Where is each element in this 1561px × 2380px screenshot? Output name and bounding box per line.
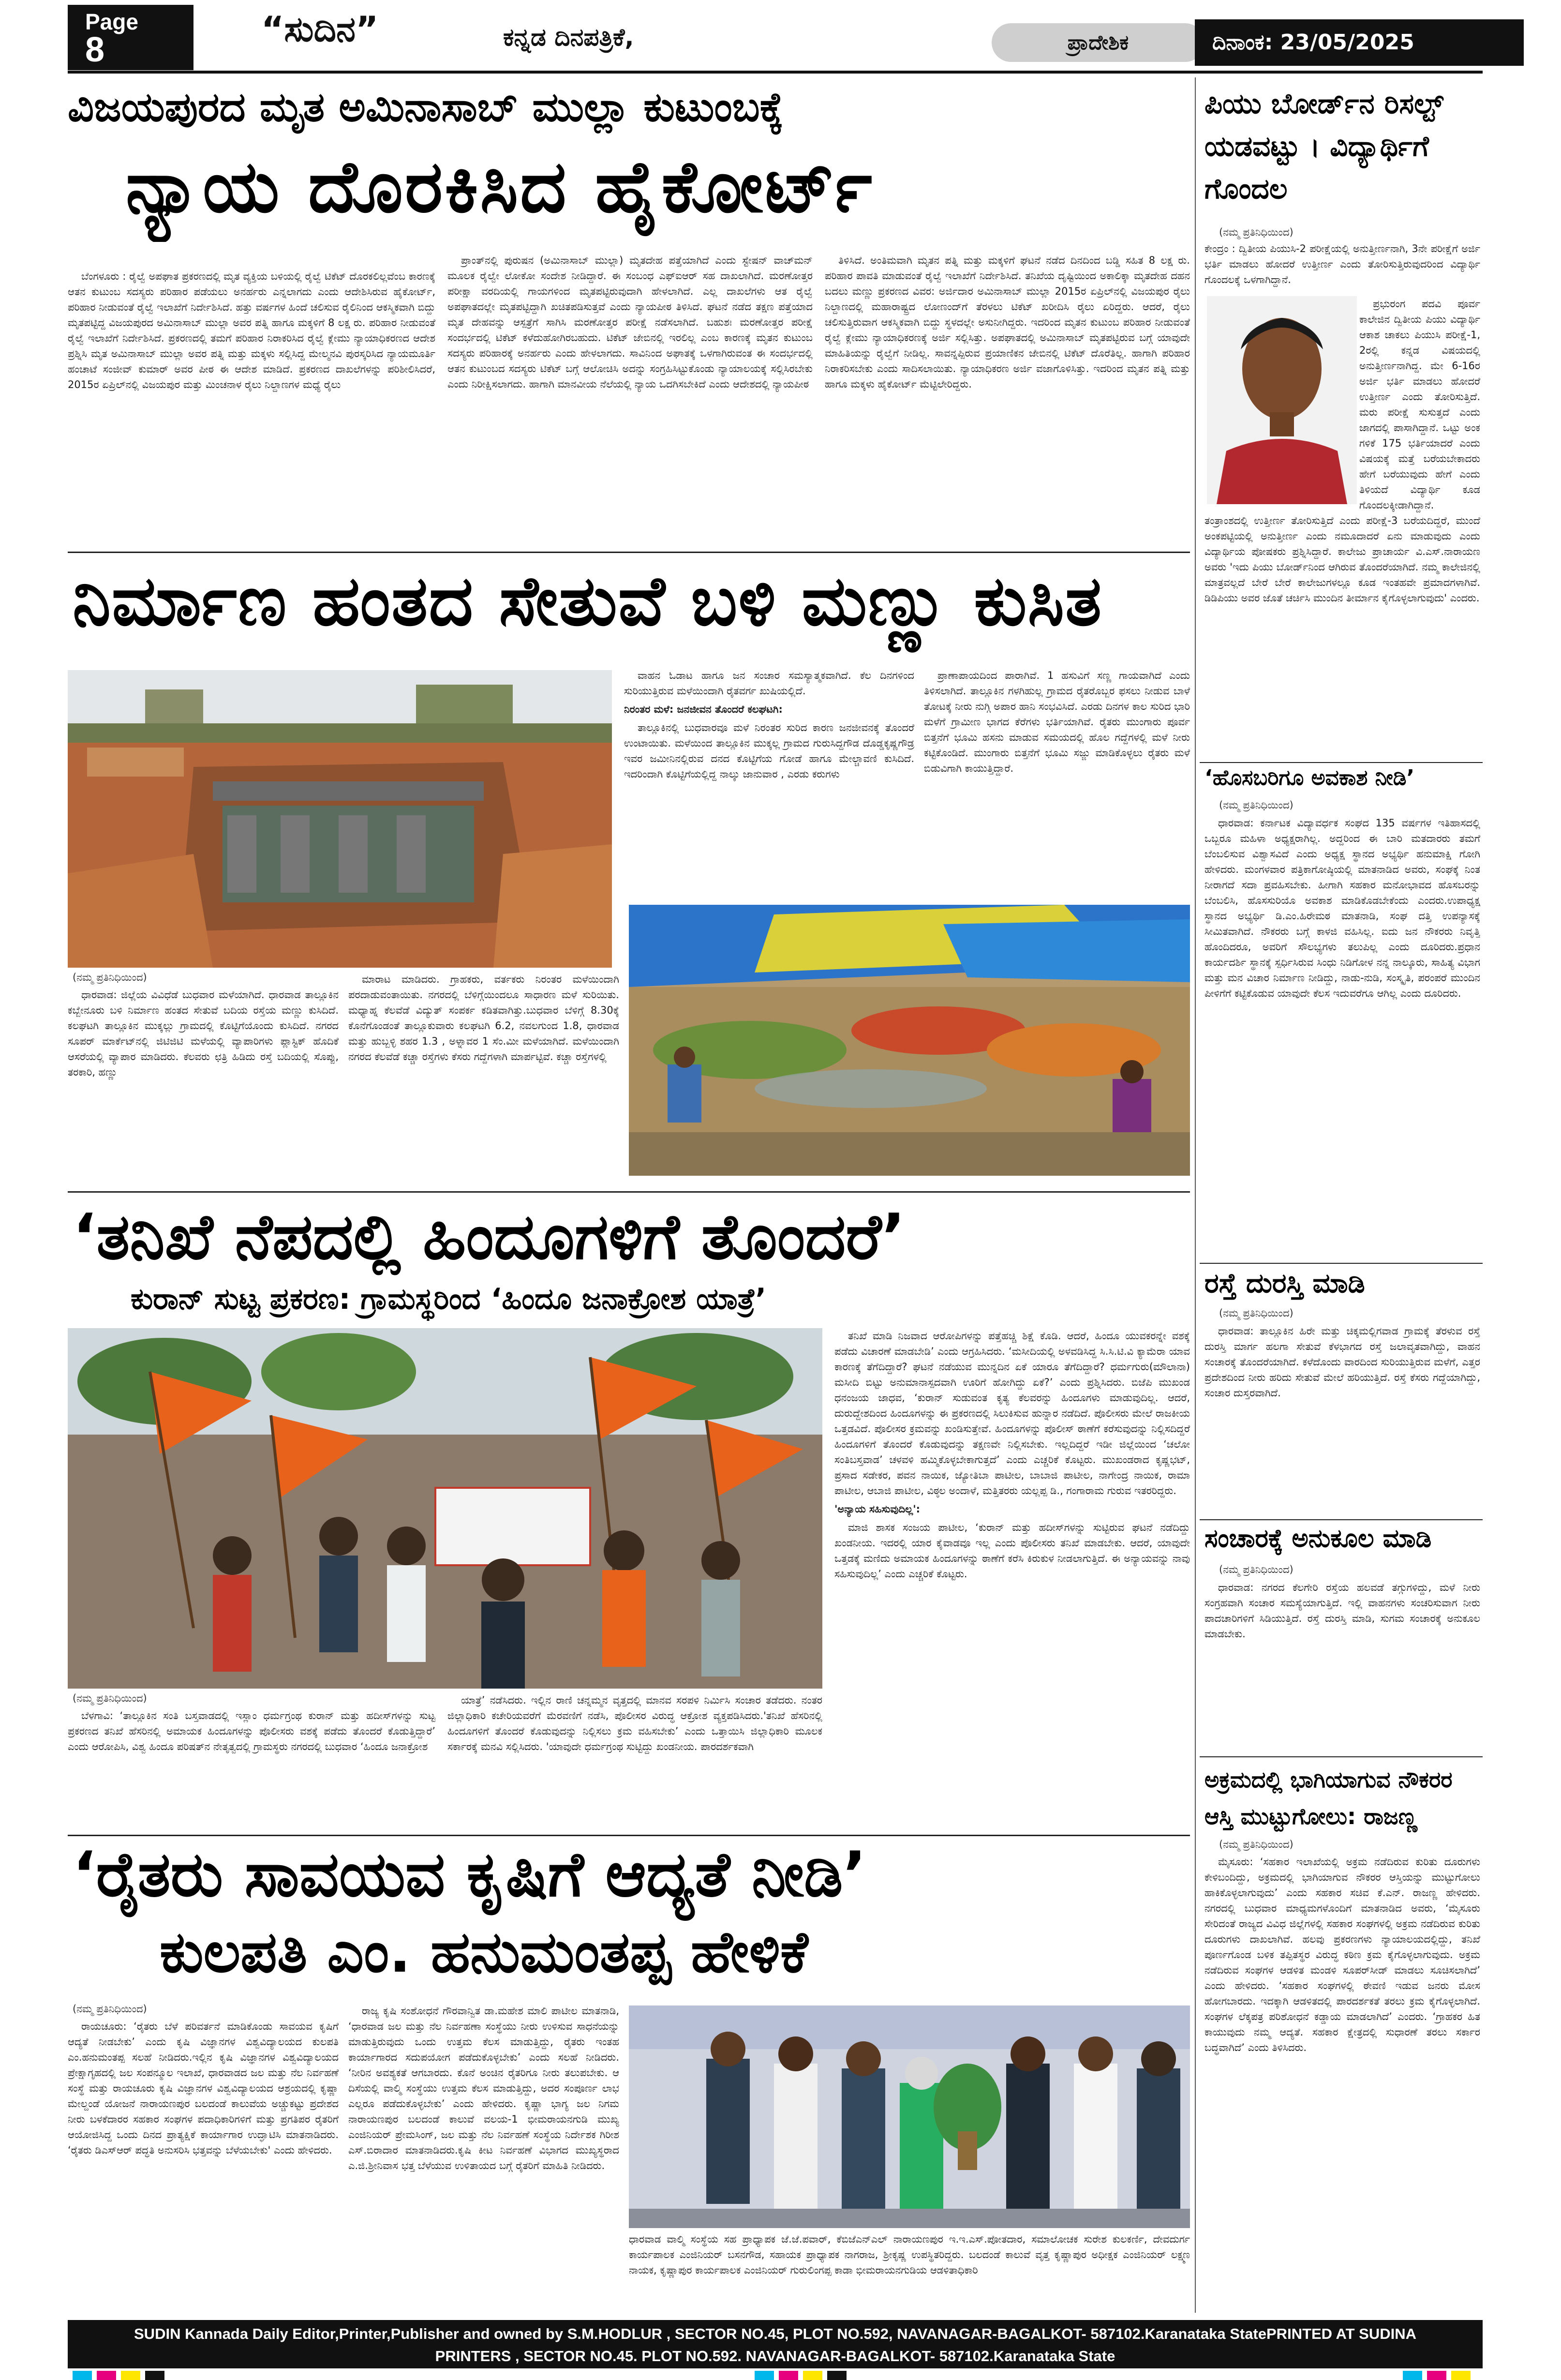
registration-mark [779, 2371, 798, 2380]
imprint-line-1: SUDIN Kannada Daily Editor,Printer,Publisher and owned by S.M.HODLUR , SECTOR NO.45, PLOT NO.592, NAVANAGAR-BAGALKOT- 587102.Karanataka StatePRINTED AT SUDINA [134, 2325, 1416, 2342]
registration-mark [827, 2371, 847, 2380]
story2-column-1 [68, 987, 339, 1190]
story1-column-3 [825, 253, 1190, 542]
sidebar-story4-body [1204, 1580, 1480, 1749]
story1-headline: ನ್ಯಾಯ ದೊರಕಿಸಿದ ಹೈಕೋರ್ಟ್ [126, 145, 874, 228]
sidebar-story3-body-text: ಧಾರವಾಡ: ತಾಲ್ಲೂಕಿನ ಹಿರೇ ಮತ್ತು ಚಿಕ್ಕಮಲ್ಲಿಗವಾಡ ಗ್ರಾಮಕ್ಕೆ ತೆರಳುವ ರಸ್ತೆ ದುರಸ್ತಿ ಮಾರ್ಗ ಹಲಗಾ ಸೇತುವೆ ಕೆಳಭಾಗದ ರಸ್ತೆ ಜಲಾವೃತವಾಗಿದ್ದು, ವಾಹನ ಸಂಚಾರಕ್ಕೆ ತೊಂದರೆಯಾಗಿದೆ. ಕಳೆದೊಂದು ವಾರದಿಂದ ಸುರಿಯುತ್ತಿರುವ ಮಳೆಗೆ, ಎತ್ತರ ಪ್ರದೇಶದಿಂದ ನೀರು ಹರಿದು ಸೇತುವೆ ಮೇಲೆ ಹರಿಯುತ್ತಿದೆ. ರಸ್ತೆ ಕೆಸರು ಗದ್ದೆಯಾಗಿದ್ದು, ಸಂಚಾರ ದುಸ್ತರವಾಗಿದೆ. [1204, 1325, 1480, 1399]
imprint-footer [68, 2320, 1483, 2368]
story4-column-2 [348, 2003, 619, 2315]
story4-subhead: ಕುಲಪತಿ ಎಂ. ಹನುಮಂತಪ್ಪ ಹೇಳಿಕೆ [160, 1918, 808, 1985]
story1-col3-text: ತಿಳಿಸಿದೆ. ಅಂತಿಮವಾಗಿ ಮೃತನ ಪತ್ನಿ ಮತ್ತು ಮಕ್ಕಳಿಗೆ ಘಟನೆ ನಡೆದ ದಿನದಿಂದ ಬಡ್ಡಿ ಸಹಿತ 8 ಲಕ್ಷ ರು. ಪರಿಹಾರ ಪಾವತಿ ಮಾಡುವಂತೆ ರೈಲ್ವೆ ಇಲಾಖೆಗೆ ನಿರ್ದೇಶಿಸಿದೆ. ತನಿಖೆಯ ದೃಷ್ಟಿಯಿಂದ ಅಕಾಲಿಕ್ಕಾ ಮೃತದೇಹ ದಹನ ಬದಲು ಮಣ್ಣು ಪ್ರಕರಣದ ವಿವರ: ಅರ್ಜಿದಾರ ಅಮಿನಾಸಾಬ್ ಮುಲ್ಲಾ 2015ರ ಏಪ್ರಿಲ್‌ನಲ್ಲಿ ವಿಜಯಪುರ ರೈಲು ನಿಲ್ದಾಣದಲ್ಲಿ ಮಹಾರಾಷ್ಟ್ರದ ಲೋಣಂದ್‌ಗೆ ತೆರಳಲು ಟಿಕೆಟ್ ಖರೀದಿಸಿ ರೈಲು ಏರಿದ್ದರು. ಆದರೆ, ರೈಲು ಚಲಿಸುತ್ತಿರುವಾಗ ಆಕಸ್ಮಿಕವಾಗಿ ಬಿದ್ದು ಸ್ಥಳದಲ್ಲೇ ಅಸುನೀಗಿದ್ದರು. ಇದರಿಂದ ಮೃತನ ಕುಟುಂಬ ಪರಿಹಾರ ನೀಡುವಂತೆ ರೈಲ್ವೆ ಕ್ಲೇಮು ನ್ಯಾಯಾಧಿಕರಣಕ್ಕೆ ಅರ್ಜಿ ಸಲ್ಲಿಸಿತ್ತು. ಅಪಘಾತದಲ್ಲಿ ಅಮಿನಾಸಾಬ್ ಮೃತಪಟ್ಟಿರುವ ಬಗ್ಗೆ ಯಾವುದೇ ಮಾಹಿತಿಯನ್ನು ರೈಲ್ವೆಗೆ ನೀಡಿಲ್ಲ. ಸಾವನ್ನಪ್ಪಿರುವ ಪ್ರಯಾಣಿಕನ ಜೇಬಿನಲ್ಲಿ ಟಿಕೆಟ್ ದೊರೆತಿಲ್ಲ. ಹಾಗಾಗಿ ಪರಿಹಾರ ನಿರಾಕರಿಸಬೇಕು ಎಂದು ಸಾದಿಸಲಾಯಿತು. ನ್ಯಾಯಾಧಿಕರಣ ಅರ್ಜಿ ವಜಾಗೊಳಿಸಿತ್ತು. ಇದರಿಂದ ಮೃತನ ಪತ್ನಿ ಮತ್ತು ಹಾಗೂ ಮಕ್ಕಳು ಹೈಕೋರ್ಟ್ ಮೆಟ್ಟಿಲೇರಿದ್ದರು. [825, 254, 1190, 390]
issue-date: ದಿನಾಂಕ: 23/05/2025 [1195, 19, 1524, 66]
sidebar-story2-body [1204, 815, 1480, 1260]
sidebar-story3-body [1204, 1323, 1480, 1514]
story1-col2-text: ಪ್ರಾಂತ್‌ನಲ್ಲಿ ಪುರುಷನ (ಅಮಿನಾಸಾಬ್ ಮುಲ್ಲಾ) ಮೃತದೇಹ ಪತ್ತೆಯಾಗಿದೆ ಎಂದು ಸ್ಟೇಷನ್ ವಾಚ್‌ಮನ್ ಮೂಲಕ ರೈಲ್ವೇ ಲೋಕೋ ಸಂದೇಶ ನೀಡಿದ್ದಾರೆ. ಈ ಸಂಬಂಧ ಎಫ್‌ಐಆರ್ ಸಹ ದಾಖಲಾಗಿದೆ. ಮರಣೋತ್ತರ ಪರೀಕ್ಷಾ ವರದಿಯಲ್ಲಿ ಗಾಯಗಳಿಂದ ಮೃತಪಟ್ಟಿರುವುದಾಗಿ ಹೇಳಲಾಗಿದೆ. ಎಲ್ಲ ದಾಖಲೆಗಳು ಆತ ರೈಲ್ವೆ ಅಪಘಾತದಲ್ಲೇ ಮೃತಪಟ್ಟಿದ್ದಾಗಿ ಖಚಿತಪಡಿಸುತ್ತವೆ ಎಂದು ನ್ಯಾಯಪೀಠ ತಿಳಿಸಿದೆ. ಘಟನೆ ನಡೆದ ತಕ್ಷಣ ಪತ್ತೆಯಾದ ಮೃತ ದೇಹವನ್ನು ಆಸ್ಪತ್ರೆಗೆ ಸಾಗಿಸಿ ಮರಣೋತ್ತರ ಪರೀಕ್ಷೆ ನಡೆಸಲಾಗಿದೆ. ಬಹುಶಃ ಮರಣೋತ್ತರ ಪರೀಕ್ಷೆ ಸಂದರ್ಭದಲ್ಲಿ ಟಿಕೆಟ್ ಕಳೆದುಹೋಗಿರಬಹುದು. ಟಿಕೆಟ್ ಜೇಬಿನಲ್ಲಿ ಇರಲಿಲ್ಲ ಎಂಬ ಕಾರಣಕ್ಕೆ ಮೃತನ ಕುಟುಂಬ ಸದಸ್ಯರು ಪರಿಹಾರಕ್ಕೆ ಅನರ್ಹರು ಎಂದು ಹೇಳಲಾಗದು. ಸಾವಿನಿಂದ ಅಘಾತಕ್ಕೆ ಒಳಗಾಗಿರುವಂತ ಈ ಸಂದರ್ಭದಲ್ಲಿ ಆತನ ಕುಟುಂಬದ ಸದಸ್ಯರು ಟಿಕೆಟ್ ಬಗ್ಗೆ ಆಲೋಚಿಸಿ ಅದನ್ನು ಸಂಗ್ರಹಿಸಿಟ್ಟುಕೊಂಡು ನ್ಯಾಯಾಲಯಕ್ಕೆ ಸಲ್ಲಿಸಿರಬೇಕು ಎಂದು ನಿರೀಕ್ಷಿಸಲಾಗದು. ಹಾಗಾಗಿ ಮಾನವೀಯ ನೆಲೆಯಲ್ಲಿ ನ್ಯಾಯ ಒದಗಿಸಬೇಕಿದೆ ಎಂದು ಆದೇಶದಲ್ಲಿ ನ್ಯಾಯಪೀಠ [447, 254, 813, 390]
event-photo [629, 2006, 1190, 2228]
story3-col3b-text: ಮಾಜಿ ಶಾಸಕ ಸಂಜಯ ಪಾಟೀಲ, ‘ಕುರಾನ್ ಮತ್ತು ಹದೀಸ್‌ಗಳನ್ನು ಸುಟ್ಟಿರುವ ಘಟನೆ ನಡೆದಿದ್ದು ಖಂಡನೀಯ. ಇದರಲ್ಲಿ ಯಾರ ಕೈವಾಡವೂ ಇಲ್ಲ ಎಂದು ಪೊಲೀಸರು ತನಿಖೆ ಮಾಡಬೇಕು. ಆದರೆ, ಯಾವುದೇ ಒತ್ತಡಕ್ಕೆ ಮಣಿದು ಅಮಾಯಕ ಹಿಂದೂಗಳನ್ನು ಠಾಣೆಗೆ ಕರೆಸಿ ಕಿರುಕುಳ ನೀಡಲಾಗುತ್ತಿದೆ. ಈ ಅನ್ಯಾಯವನ್ನು ನಾವು ಸಹಿಸುವುದಿಲ್ಲ’ ಎಂದು ಎಚ್ಚರಿಕೆ ಕೊಟ್ಟರು. [834, 1522, 1190, 1580]
page-label: Page [85, 9, 138, 34]
story1-kicker: ವಿಜಯಪುರದ ಮೃತ ಅಮಿನಾಸಾಬ್ ಮುಲ್ಲಾ ಕುಟುಂಬಕ್ಕೆ [68, 83, 784, 131]
story2-col4-text: ಪ್ರಾಣಾಪಾಯದಿಂದ ಪಾರಾಗಿವೆ. 1 ಹಸುವಿಗೆ ಸಣ್ಣ ಗಾಯವಾಗಿದೆ ಎಂದು ತಿಳಿಸಲಾಗಿದೆ. ತಾಲ್ಲೂಕಿನ ಗಳಗಿಹುಲ್ಲ ಗ್ರಾಮದ ರೈತರೊಬ್ಬರ ಫಸಲು ನೀಡುವ ಬಾಳೆ ತೋಟಕ್ಕೆ ನೀರು ನುಗ್ಗಿ ಅಪಾರ ಹಾನಿ ಸಂಭವಿಸಿದೆ. ಎರಡು ದಿನಗಳ ಕಾಲ ಸುರಿದ ಭಾರಿ ಮಳೆಗೆ ಗ್ರಾಮೀಣ ಭಾಗದ ಕೆರೆಗಳು ಭರ್ತಿಯಾಗಿವೆ. ರೈತರು ಮುಂಗಾರು ಪೂರ್ವ ಬಿತ್ತನೆಗೆ ಭೂಮಿ ಹಸನು ಮಾಡುವ ಸಮಯದಲ್ಲಿ ಹೊಲ ಗದ್ದೆಗಳಲ್ಲಿ ಮಳೆ ನೀರು ಕಟ್ಟಿಕೊಂಡಿದೆ. ಮುಂಗಾರು ಬಿತ್ತನೆಗೆ ಭೂಮಿ ಸಜ್ಜು ಮಾಡಿಕೊಳ್ಳಲು ರೈತರು ಮಳೆ ಬಿಡುವಿಗಾಗಿ ಕಾಯುತ್ತಿದ್ದಾರೆ. [924, 670, 1190, 774]
sidebar-divider-2 [1200, 1263, 1483, 1264]
registration-mark [1403, 2371, 1422, 2380]
sidebar-story1-body [1204, 296, 1480, 761]
registration-mark [121, 2371, 140, 2380]
story2-col3-subhead: ನಿರಂತರ ಮಳೆ: ಜನಜೀವನ ತೊಂದರೆ ಕಲಘಟಗಿ: [624, 704, 783, 715]
sidebar-divider-4 [1200, 1756, 1483, 1757]
story2-column-2 [348, 972, 619, 1189]
sidebar-story2-body-text: ಧಾರವಾಡ: ಕರ್ನಾಟಕ ವಿದ್ಯಾವರ್ಧಕ ಸಂಘದ 135 ವರ್ಷಗಳ ಇತಿಹಾಸದಲ್ಲಿ ಒಬ್ಬರೂ ಮಹಿಳಾ ಅಧ್ಯಕ್ಷರಾಗಿಲ್ಲ. ಅದ್ದರಿಂದ ಈ ಬಾರಿ ಮತದಾರರು ತಮಗೆ ಬೆಂಬಲಿಸುವ ವಿಶ್ವಾಸವಿದೆ ಎಂದು ಅಧ್ಯಕ್ಷ ಸ್ಥಾನದ ಅಭ್ಯರ್ಥಿ ಹನುಮಾಕ್ಷಿ ಗೋಗಿ ಹೇಳಿದರು. ಮಂಗಳವಾರ ಪತ್ರಿಕಾಗೋಷ್ಠಿಯಲ್ಲಿ ಮಾತನಾಡಿದ ಅವರು, ಸಂಘಕ್ಕೆ ನಿಂತ ನೀರಾಗದೆ ಸದಾ ಪ್ರವಹಿಸಬೇಕು. ಹೀಗಾಗಿ ಸಹಕಾರ ಮನೋಭಾವದ ಹೊಸಬರನ್ನು ಬೆಂಬಲಿಸಿ, ಹೊಸಸುರಿಯೊ ಅವಕಾಶ ಮಾಡಿಕೊಡಬೇಕೆಂದು ಎಂದರು.ಉಪಾಧ್ಯಕ್ಷ ಸ್ಥಾನದ ಅಭ್ಯರ್ಥಿ ಡಿ.ಎಂ.ಹಿರೇಮಠ ಮಾತನಾಡಿ, ಸಂಘ ದತ್ತಿ ಉಪನ್ಯಾಸಕ್ಕೆ ಸೀಮಿತವಾಗಿದೆ. ನೌಕರರು ಬಗ್ಗೆ ಕಾಳಜಿ ವಹಿಸಿಲ್ಲ. ಐದು ಜನ ನೌಕರರು ನಿವೃತ್ತಿ ಹೊಂದಿದರೂ, ಅವರಿಗೆ ಸೌಲಭ್ಯಗಳು ತಲುಪಿಲ್ಲ ಎಂದು ದೂರಿದರು.ಪ್ರಧಾನ ಕಾರ್ಯದರ್ಶಿ ಸ್ಥಾನಕ್ಕೆ ಸ್ಪರ್ಧಿಸಿರುವ ಸಿಂಧು ನಿಡಿಗೋಳ ನನ್ನ ನಾಲ್ಕೂರು, ಸಾಹಿತ್ಯ ವಿಭಾಗ ಮತ್ತು ಮನ ವಿಚಾರ ನಿರ್ಮಾಣ ನೀಡಿದ್ದು, ನಾಡು-ನುಡಿ, ಸಂಸ್ಕೃತಿ, ಪರಂಪರೆ ಮುಂದಿನ ಪೀಳಿಗೆಗೆ ಕಟ್ಟಿಕೊಡುವ ಯಾವುದೇ ಕೆಲಸ ಇದುವರೆಗೂ ಆಗಿಲ್ಲ ಎಂದು ದೂರಿದರು. [1204, 817, 1480, 999]
story2-col3b-text: ತಾಲ್ಲೂಕಿನಲ್ಲಿ ಬುಧವಾರವೂ ಮಳೆ ನಿರಂತರ ಸುರಿದ ಕಾರಣ ಜನಜೀವನಕ್ಕೆ ತೊಂದರೆ ಉಂಟಾಯಿತು. ಮಳೆಯಿಂದ ತಾಲ್ಲೂಕಿನ ಮುಕ್ಕಲ್ಲ ಗ್ರಾಮದ ಗುರುಸಿದ್ದಗೌಡ ದೊಡ್ಡಕೃಷ್ಣಗೌಡ್ರ ಇವರ ಜಮೀನಿನಲ್ಲಿರುವ ದನದ ಕೊಟ್ಟಿಗೆಯ ಗೋಡೆ ಹಾಗೂ ಮೇಲ್ಚಾವಣಿ ಕುಸಿದಿದೆ. ಇದರಿಂದಾಗಿ ಕೊಟ್ಟಿಗೆಯಲ್ಲಿದ್ದ ನಾಲ್ಕು ಜಾನುವಾರ , ಎರಡು ಕರುಗಳು [624, 722, 914, 780]
sidebar-story5-credit: (ನಮ್ಮ ಪ್ರತಿನಿಧಿಯಿಂದ) [1219, 1839, 1293, 1850]
sidebar-story1-body-text: ಪ್ರಭುರಂಗ ಪದವಿ ಪೂರ್ವ ಕಾಲೇಜಿನ ದ್ವಿತೀಯ ಪಿಯು ವಿದ್ಯಾರ್ಥಿ ಆಕಾಶ ಚಾಕಲು ಪಿಯುಸಿ ಪರೀಕ್ಷೆ-1, 2ರಲ್ಲಿ ಕನ್ನಡ ವಿಷಯದಲ್ಲಿ ಅನುತ್ತೀರ್ಣನಾಗಿದ್ದ. ಮೇ 6-16ರ ಅರ್ಜಿ ಭರ್ತಿ ಮಾಡಲು ಹೋದರೆ ಉತ್ತೀರ್ಣ ಎಂದು ತೋರಿಸುತ್ತಿದೆ. ಮರು ಪರೀಕ್ಷೆ ಸುಸುತ್ತದೆ ಎಂದು ಜಾಗದಲ್ಲಿ ಪಾಸಾಗಿದ್ದಾನೆ. ಒಟ್ಟು ಅಂಕ ಗಳಿಕೆ 175 ಭರ್ತಿಯಾದರೆ ಎಂದು ವಿಷಯಕ್ಕೆ ಮತ್ತೆ ಬರೆಯಬೇಕಾದರು ಹೇಗೆ ಬರೆಯುವುದು ಹೇಗೆ ಎಂದು ತಿಳಿಯದೆ ವಿದ್ಯಾರ್ಥಿ ಕೂಡ ಗೊಂದಲಕ್ಕೀಡಾಗಿದ್ದಾನೆ. ತಂತ್ರಾಂಶದಲ್ಲಿ ಉತ್ತೀರ್ಣ ತೋರಿಸುತ್ತಿದೆ ಎಂದು ಪರೀಕ್ಷೆ-3 ಬರೆಯದಿದ್ದರೆ, ಮುಂದೆ ಅಂಕಪಟ್ಟಿಯಲ್ಲಿ ಅನುತ್ತೀರ್ಣ ಎಂದು ನಮೂದಾದರೆ ಏನು ಮಾಡುವುದು ಎಂದು ವಿದ್ಯಾರ್ಥಿಯ ಪೋಷಕರು ಪ್ರಶ್ನಿಸಿದ್ದಾರೆ. ಕಾಲೇಜು ಪ್ರಾಚಾರ್ಯ ವಿ.ಎಸ್.ನಾರಾಯಣ ಅವರು 'ಇದು ಪಿಯು ಬೋರ್ಡ್‌ನಿಂದ ಆಗಿರುವ ತೊಂದರೆಯಾಗಿದೆ. ನಮ್ಮ ಕಾಲೇಜಿನಲ್ಲಿ ಮಾತ್ರವಲ್ಲದೆ ಬೇರೆ ಬೇರೆ ಕಾಲೇಜುಗಳಲ್ಲೂ ಕೂಡ ಇಂತಹವೇ ಪ್ರಮಾದಗಳಾಗಿವೆ. ಡಿಡಿಪಿಯು ಅವರ ಜೊತೆ ಚರ್ಚಿಸಿ ಮುಂದಿನ ತೀರ್ಮಾನ ಕೈಗೊಳ್ಳಲಾಗುವುದು' ಎಂದರು. [1204, 298, 1480, 604]
sidebar-story1-credit: (ನಮ್ಮ ಪ್ರತಿನಿಧಿಯಿಂದ) [1219, 226, 1293, 238]
story2-col1-text: ಧಾರವಾಡ: ಜಿಲ್ಲೆಯ ವಿವಿಧೆಡೆ ಬುಧವಾರ ಮಳೆಯಾಗಿದೆ. ಧಾರವಾಡ ತಾಲ್ಲೂಕಿನ ಕಬ್ಬೇನೂರು ಬಳಿ ನಿರ್ಮಾಣ ಹಂತದ ಸೇತುವೆ ಬದಿಯ ರಸ್ತೆಯ ಮಣ್ಣು ಕುಸಿದಿದೆ. ಕಲಘಟಗಿ ತಾಲ್ಲೂಕಿನ ಮುಕ್ಕಲ್ಲು ಗ್ರಾಮದಲ್ಲಿ ಕೊಟ್ಟಿಗೆಯೊಂದು ಕುಸಿದಿದೆ. ನಗರದ ಸೂಪರ್ ಮಾರ್ಕೆಟ್‌ನಲ್ಲಿ ಜಿಟಿಜಿಟಿ ಮಳೆಯಲ್ಲಿ ವ್ಯಾಪಾರಿಗಳು ಪ್ಲಾಸ್ಟಿಕ್ ಹೊದಿಕೆ ಆಸರೆಯಲ್ಲಿ ವ್ಯಾಪಾರ ಮಾಡಿದರು. ಕೆಲವರು ಛತ್ರಿ ಹಿಡಿದು ರಸ್ತೆ ಬದಿಯಲ್ಲಿ ಸೊಪ್ಪು, ತರಕಾರಿ, ಹಣ್ಣು [68, 989, 339, 1078]
registration-mark [145, 2371, 164, 2380]
story3-column-1 [68, 1708, 435, 1834]
landslide-photo-image [68, 670, 612, 968]
story3-column-3 [834, 1328, 1190, 1831]
story3-headline: ‘ತನಿಖೆ ನೆಪದಲ್ಲಿ ಹಿಂದೂಗಳಿಗೆ ತೊಂದರೆ’ [73, 1200, 906, 1273]
story2-column-4 [924, 668, 1190, 895]
page-number: 8 [85, 30, 105, 69]
story3-column-2 [447, 1692, 822, 1834]
story1-column-1 [68, 269, 435, 542]
sidebar-story5-headline: ಅಕ್ರಮದಲ್ಲಿ ಭಾಗಿಯಾಗುವ ನೌಕರರ ಆಸ್ತಿ ಮುಟ್ಟುಗೋಲು: ರಾಜಣ್ಣ [1204, 1766, 1453, 1829]
story4-caption: ಧಾರವಾಡ ವಾಲ್ಮಿ ಸಂಸ್ಥೆಯ ಸಹ ಪ್ರಾಧ್ಯಾಪಕ ಜೆ.ಜೆ.ಪವಾರ್, ಕೆಬಿಜೆಎನ್‌ಎಲ್ ನಾರಾಯಣಪುರ ಇ.ಇ.ಎಸ್.ಪೋತದಾರ, ಸಮಾಲೋಚಕ ಸುರೇಶ ಕುಲಕರ್ಣಿ, ದೇವದುರ್ಗ ಕಾರ್ಯಪಾಲಕ ಎಂಜಿನಿಯರ್ ಬಸನಗೌಡ, ಸಹಾಯಕ ಪ್ರಾಧ್ಯಾಪಕ ನಾಗರಾಜ, ಶ್ರೀಕೃಷ್ಣ ಉಪಸ್ಥಿತರಿದ್ದರು. ಬಲದಂಡೆ ಕಾಲುವೆ ವೃತ್ತ ಕೃಷ್ಣಾಪುರ ಅಧೀಕ್ಷಕ ಎಂಜಿನಿಯರ್ ಲಕ್ಷ್ಮಣ ನಾಯಕ, ಕೃಷ್ಣಾಪುರ ಕಾರ್ಯಪಾಲಕ ಎಂಜಿನಿಯರ್ ಗುರುಲಿಂಗಪ್ಪ ಕಾಡಾ ಭೀಮರಾಯನಗುಡಿಯ ಆಡಳಿತಾಧಿಕಾರಿ [629, 2233, 1190, 2276]
story1-column-2 [447, 253, 813, 542]
landslide-photo [68, 670, 612, 968]
story3-divider [68, 1835, 1190, 1836]
story2-col3-text: ವಾಹನ ಓಡಾಟ ಹಾಗೂ ಜನ ಸಂಚಾರ ಸಮಸ್ಯಾತ್ಮಕವಾಗಿದೆ. ಕೆಲ ದಿನಗಳಿಂದ ಸುರಿಯುತ್ತಿರುವ ಮಳೆಯಿಂದಾಗಿ ರೈತವರ್ಗ ಖುಷಿಯಲ್ಲಿದೆ. [624, 670, 914, 697]
sidebar-story2-credit: (ನಮ್ಮ ಪ್ರತಿನಿಧಿಯಿಂದ) [1219, 799, 1293, 811]
sidebar-divider [1195, 77, 1196, 2313]
story4-col1-text: ರಾಯಚೂರು: ‘ರೈತರು ಬೆಳೆ ಪರಿವರ್ತನೆ ಮಾಡಿಕೊಂಡು ಸಾವಯವ ಕೃಷಿಗೆ ಆದ್ಯತೆ ನೀಡಬೇಕು’ ಎಂದು ಕೃಷಿ ವಿಜ್ಞಾನಗಳ ವಿಶ್ವವಿದ್ಯಾಲಯದ ಕುಲಪತಿ ಎಂ.ಹನುಮಂತಪ್ಪ ಸಲಹೆ ನೀಡಿದರು.ಇಲ್ಲಿನ ಕೃಷಿ ವಿಜ್ಞಾನಗಳ ವಿಶ್ವವಿದ್ಯಾಲಯದ ಪ್ರೇಕ್ಷಾಗೃಹದಲ್ಲಿ ಜಲ ಸಂಪನ್ಮೂಲ ಇಲಾಖೆ, ಧಾರವಾಡದ ಜಲ ಮತ್ತು ನೆಲ ನಿರ್ವಹಣೆ ಸಂಸ್ಥೆ ಮತ್ತು ರಾಯಚೂರು ಕೃಷಿ ವಿಜ್ಞಾನಗಳ ವಿಶ್ವವಿದ್ಯಾಲಯದ ಆಶ್ರಯದಲ್ಲಿ ಕೃಷ್ಣಾ ಮೇಲ್ದಂಡೆ ಯೋಜನೆ ನಾರಾಯಣಪುರ ಬಲದಂಡೆ ಕಾಲುವೆಯ ಅಚ್ಚುಕಟ್ಟು ಪ್ರದೇಶದ ನೀರು ಬಳಕೆದಾರರ ಸಹಕಾರ ಸಂಘಗಳ ಪದಾಧಿಕಾರಿಗಳಿಗೆ ಮತ್ತು ಪ್ರಗತಿಪರ ರೈತರಿಗೆ ಆಯೋಜಿಸಿದ್ದ ಒಂದು ದಿನದ ಪ್ರಾತ್ಯಕ್ಷಿಕೆ ಕಾರ್ಯಾಗಾರ ಉದ್ಘಾಟಿಸಿ ಮಾತನಾಡಿದರು. ‘ರೈತರು ಡಿಎಸ್‌ಆರ್ ಪದ್ಧತಿ ಅನುಸರಿಸಿ ಭತ್ತವನ್ನು ಬೆಳೆಯಬೇಕು' ಎಂದು ಹೇಳಿದರು. [68, 2021, 339, 2156]
story2-credit: (ನಮ್ಮ ಪ್ರತಿನಿಧಿಯಿಂದ) [73, 972, 147, 983]
protest-photo-image [68, 1328, 822, 1689]
sidebar-story5-body [1204, 1854, 1480, 2314]
event-photo-image [629, 2006, 1190, 2228]
sidebar-story1-intro-text: ಕೇಂದ್ರಂ : ದ್ವಿತೀಯ ಪಿಯುಸಿ-2 ಪರೀಕ್ಷೆಯಲ್ಲಿ ಅನುತ್ತೀರ್ಣನಾಗಿ, 3ನೇ ಪರೀಕ್ಷೆಗೆ ಅರ್ಜಿ ಭರ್ತಿ ಮಾಡಲು ಹೋದರೆ ಉತ್ತೀರ್ಣ ಎಂದು ತೋರಿಸುತ್ತಿರುವುದರಿಂದ ವಿದ್ಯಾರ್ಥಿ ಗೊಂದಲಕ್ಕೆ ಒಳಗಾಗಿದ್ದಾನೆ. [1204, 243, 1480, 285]
story4-caption-block [629, 2231, 1190, 2314]
sidebar-story4-body-text: ಧಾರವಾಡ: ನಗರದ ಕೆಲಗೇರಿ ರಸ್ತೆಯ ಹಲವಡೆ ತಗ್ಗುಗಳಿದ್ದು, ಮಳೆ ನೀರು ಸಂಗ್ರಹವಾಗಿ ಸಂಚಾರ ಸಮಸ್ಯೆಯಾಗುತ್ತಿದೆ. ಇಲ್ಲಿ ವಾಹನಗಳು ಸಂಚರಿಸುವಾಗ ನೀರು ಪಾದಚಾರಿಗಳಿಗೆ ಸಿಡಿಯುತ್ತಿದೆ. ರಸ್ತೆ ದುರಸ್ತಿ ಮಾಡಿ, ಸುಗಮ ಸಂಚಾರಕ್ಕೆ ಅನುಕೂಲ ಮಾಡಬೇಕು. [1204, 1582, 1480, 1640]
registration-mark [97, 2371, 116, 2380]
story4-credit: (ನಮ್ಮ ಪ್ರತಿನಿಧಿಯಿಂದ) [73, 2003, 147, 2015]
registration-mark [755, 2371, 774, 2380]
protest-photo [68, 1328, 822, 1689]
story2-divider [68, 1191, 1190, 1193]
registration-mark [73, 2371, 92, 2380]
newspaper-tagline: ಕನ್ನಡ ದಿನಪತ್ರಿಕೆ, [503, 23, 634, 51]
sidebar-story3-headline: ರಸ್ತೆ ದುರಸ್ತಿ ಮಾಡಿ [1204, 1268, 1365, 1299]
sidebar-divider-3 [1200, 1519, 1483, 1520]
story3-col3-subhead: 'ಅನ್ಯಾಯ ಸಹಿಸುವುದಿಲ್ಲ': [834, 1503, 921, 1515]
story1-divider [68, 552, 1190, 553]
sidebar-story5-body-text: ಮೈಸೂರು: ‘ಸಹಕಾರ ಇಲಾಖೆಯಲ್ಲಿ ಅಕ್ರಮ ನಡೆದಿರುವ ಕುರಿತು ದೂರುಗಳು ಕೇಳಿಬಂದಿದ್ದು, ಅಕ್ರಮದಲ್ಲಿ ಭಾಗಿಯಾಗುವ ನೌಕರರ ಆಸ್ತಿಯನ್ನು ಮುಟ್ಟುಗೋಲು ಹಾಕಿಕೊಳ್ಳಲಾಗುವುದು’ ಎಂದು ಸಹಕಾರ ಸಚಿವ ಕೆ.ಎನ್. ರಾಜಣ್ಣ ಹೇಳಿದರು. ನಗರದಲ್ಲಿ ಬುಧವಾರ ಮಾಧ್ಯಮಗಳೊಂದಿಗೆ ಮಾತನಾಡಿದ ಅವರು, ‘ಮೈಸೂರು ಸೇರಿದಂತೆ ರಾಜ್ಯದ ವಿವಿಧ ಜಿಲ್ಲೆಗಳಲ್ಲಿ ಸಹಕಾರ ಸಂಘಗಳಲ್ಲಿ ಅಕ್ರಮ ನಡೆದಿರುವ ಕುರಿತು ದೂರುಗಳು ದಾಖಲಾಗಿವೆ. ಹಲವು ಪ್ರಕರಣಗಳು ನ್ಯಾಯಾಲಯದಲ್ಲಿದ್ದು, ತನಿಖೆ ಪೂರ್ಣಗೊಂಡ ಬಳಿಕ ತಪ್ಪಿತಸ್ಥರ ವಿರುದ್ಧ ಕಠಿಣ ಕ್ರಮ ಕೈಗೊಳ್ಳಲಾಗುವುದು. ಅಕ್ರಮ ನಡೆದಿರುವ ಸಂಘಗಳ ಆಡಳಿತ ಮಂಡಳಿ ಸೂಪರ್‌ಸೀಡ್ ಮಾಡಲು ಸೂಚಿಸಲಾಗಿದೆ’ ಎಂದು ಹೇಳಿದರು. ‘ಸಹಕಾರ ಸಂಘಗಳಲ್ಲಿ ಠೇವಣಿ ಇಡುವ ಜನರು ಮೋಸ ಹೋಗಬಾರದು. ಇದಕ್ಕಾಗಿ ಆಡಳಿತದಲ್ಲಿ ಪಾರದರ್ಶಕತೆ ತರಲು ಕ್ರಮ ಕೈಗೊಳ್ಳಲಾಗಿದೆ. ಸಂಘಗಳ ಲೆಕ್ಕಪತ್ರ ಪರಿಶೋಧನೆ ಕಡ್ಡಾಯ ಮಾಡಲಾಗಿದೆ’ ಎಂದರು. ‘ಗ್ರಾಹಕರ ಹಿತ ಕಾಯುವುದು ನಮ್ಮ ಆದ್ಯತೆ. ಸಹಕಾರ ಕ್ಷೇತ್ರದಲ್ಲಿ ಸುಧಾರಣೆ ತರಲು ಸರ್ಕಾರ ಬದ್ಧವಾಗಿದೆ’ ಎಂದು ತಿಳಿಸಿದರು. [1204, 1856, 1480, 2053]
story3-credit: (ನಮ್ಮ ಪ್ರತಿನಿಧಿಯಿಂದ) [73, 1692, 147, 1704]
imprint-line-2: PRINTERS , SECTOR NO.45. PLOT NO.592. NAVANAGAR-BAGALKOT- 587102.Karanataka State [435, 2348, 1115, 2365]
sidebar-story1-headline: ಪಿಯು ಬೋರ್ಡ್‌ನ ರಿಸಲ್ಟ್ ಯಡವಟ್ಟು । ವಿದ್ಯಾರ್ಥಿಗೆ ಗೊಂದಲ [1204, 87, 1443, 205]
market-rain-photo-image [629, 905, 1190, 1176]
sidebar-divider-1 [1200, 762, 1483, 763]
story2-headline: ನಿರ್ಮಾಣ ಹಂತದ ಸೇತುವೆ ಬಳಿ ಮಣ್ಣು ಕುಸಿತ [73, 561, 1103, 641]
sidebar-story4-headline: ಸಂಚಾರಕ್ಕೆ ಅನುಕೂಲ ಮಾಡಿ [1204, 1524, 1432, 1553]
sidebar-story4-credit: (ನಮ್ಮ ಪ್ರತಿನಿಧಿಯಿಂದ) [1219, 1564, 1293, 1575]
story3-subhead: ಕುರಾನ್ ಸುಟ್ಟ ಪ್ರಕರಣ: ಗ್ರಾಮಸ್ಥರಿಂದ ‘ಹಿಂದೂ ಜನಾಕ್ರೋಶ ಯಾತ್ರೆ’ [131, 1282, 767, 1316]
market-rain-photo [629, 905, 1190, 1176]
story4-headline: ‘ರೈತರು ಸಾವಯವ ಕೃಷಿಗೆ ಆದ್ಯತೆ ನೀಡಿ’ [73, 1839, 867, 1911]
sidebar-story1-intro [1204, 241, 1480, 297]
sidebar-story2-headline: ‘ಹೊಸಬರಿಗೂ ಅವಕಾಶ ನೀಡಿ’ [1204, 765, 1415, 790]
story3-col3-text: ತನಿಖೆ ಮಾಡಿ ನಿಜವಾದ ಆರೋಪಿಗಳನ್ನು ಪತ್ತೆಹಚ್ಚಿ ಶಿಕ್ಷೆ ಕೊಡಿ. ಆದರೆ, ಹಿಂದೂ ಯುವಕರನ್ನೇ ವಶಕ್ಕೆ ಪಡೆದು ವಿಚಾರಣೆ ಮಾಡಬೇಡಿ’ ಎಂದು ಆಗ್ರಹಿಸಿದರು. ‘ಮಸೀದಿಯಲ್ಲಿ ಅಳವಡಿಸಿದ್ದ ಸಿ.ಸಿ.ಟಿ.ವಿ ಕ್ಯಾಮೆರಾ ಯಾವ ಕಾರಣಕ್ಕೆ ತೆಗೆದಿದ್ದಾರೆ? ಘಟನೆ ನಡೆಯುವ ಮುನ್ನದಿನ ಏಕೆ ಯಾರೂ ತೆಗೆದಿದ್ದಾರೆ? ಧರ್ಮಗುರು(ಮೌಲಾನಾ) ಮಸೀದಿ ಬಿಟ್ಟು ಅನುಮಾನಾಸ್ಪದವಾಗಿ ಊರಿಗೆ ಹೋಗಿದ್ದು ಏಕೆ?’ ಎಂದು ಪ್ರಶ್ನಿಸಿದರು. ಬಿಜೆಪಿ ಮುಖಂಡ ಧನಂಜಯ ಜಾಧವ, ‘ಕುರಾನ್ ಸುಡುವಂತ ಕೃತ್ಯ ಕೆಲವರನ್ನು ಹಿಂದೂಗಳು ಮಾಡುವುದಿಲ್ಲ. ಆದರೆ, ದುರುದ್ದೇಶದಿಂದ ಹಿಂದೂಗಳನ್ನು ಈ ಪ್ರಕರಣದಲ್ಲಿ ಸಿಲುಕಿಸುವ ಹುನ್ನಾರ ನಡೆದಿದೆ. ಪೊಲೀಸರು ಮೇಲೆ ರಾಜಕೀಯ ಒತ್ತಡವಿದೆ. ಪೊಲೀಸರ ಕ್ರಮವನ್ನು ಖಂಡಿಸುತ್ತೇವೆ. ಹಿಂದೂಗಳನ್ನು ಪೊಲೀಸ್ ಠಾಣೆಗೆ ಕರೆಸುವುದನ್ನು ನಿಲ್ಲಿಸದಿದ್ದರೆ ಹಿಂದೂಗಳಿಗೆ ತೊಂದರೆ ಕೊಡುವುದನ್ನು ತಕ್ಷಣವೇ ನಿಲ್ಲಿಸಬೇಕು. ಇಲ್ಲದಿದ್ದರೆ ಇಡೀ ಜಿಲ್ಲೆಯಿಂದ ‘ಚಲೋ ಸಂತಿಬಸ್ತವಾಡ’ ಚಳವಳಿ ಹಮ್ಮಿಕೊಳ್ಳಬೇಕಾಗುತ್ತದೆ’ ಎಂದು ಎಚ್ಚರಿಕೆ ಕೊಟ್ಟರು. ಮುಖಂಡರಾದ ಕೃಷ್ಣಭಟ್, ಪ್ರಸಾದ ಸಡೇಕರ, ಪವನ ನಾಯಿಕ, ಜ್ಯೋತಿಬಾ ಪಾಟೀಲ, ಬಾಬಾಜಿ ಪಾಟೀಲ, ನಾಗೇಂದ್ರ ನಾಯಿಕ, ರಾಮಾ ಪಾಟೀಲ, ಆಬಾಜಿ ಪಾಟೀಲ, ವಿಠ್ಠಲ ಅಂದಾಳೆ, ಮತ್ತಿತರರು ಯಲ್ಲಪ್ಪ ಡಿ., ಗಂಗಾರಾಮ ಗುರುವ ಇತರರಿದ್ದರು. [834, 1330, 1190, 1497]
registration-mark [1427, 2371, 1446, 2380]
section-label: ಪ್ರಾದೇಶಿಕ [992, 23, 1204, 62]
story4-col2-text: ರಾಜ್ಯ ಕೃಷಿ ಸಂಶೋಧನೆ ಗೌರವಾನ್ವಿತ ಡಾ.ಮಹೇಶ ಮಾಲಿ ಪಾಟೀಲ ಮಾತನಾಡಿ, ‘ಧಾರವಾಡ ಜಲ ಮತ್ತು ನೆಲ ನಿರ್ವಹಣಾ ಸಂಸ್ಥೆಯು ನೀರು ಉಳಿಸುವ ಸಾಧನೆಯನ್ನು ಮಾಡುತ್ತಿರುವುದು ಒಂದು ಉತ್ತಮ ಕೆಲಸ ಮಾಡುತ್ತಿದ್ದು, ರೈತರು ಇಂತಹ ಕಾರ್ಯಾಗಾರದ ಸದುಪಯೋಗ ಪಡೆದುಕೊಳ್ಳಬೇಕು’ ಎಂದು ಸಲಹೆ ನೀಡಿದರು. ‘ನೀರಿನ ಅವಶ್ಯಕತೆ ಆಗಬಾರದು. ಕೊನೆ ಅಂಚಿನ ರೈತರಿಗೂ ನೀರು ತಲುಪಬೇಕು. ಆ ದಿಸೆಯಲ್ಲಿ ವಾಲ್ಮಿ ಸಂಸ್ಥೆಯು ಉತ್ತಮ ಕೆಲಸ ಮಾಡುತ್ತಿದ್ದು, ಅದರ ಸಂಪೂರ್ಣ ಲಾಭ ಎಲ್ಲರೂ ಪಡೆದುಕೊಳ್ಳಬೇಕು’ ಎಂದು ಹೇಳಿದರು. ಕೃಷ್ಣಾ ಭಾಗ್ಯ ಜಲ ನಿಗಮ ನಾರಾಯಣಪುರ ಬಲದಂಡೆ ಕಾಲುವೆ ವಲಯ-1 ಭೀಮರಾಯನಗುಡಿ ಮುಖ್ಯ ಎಂಜಿನಿಯರ್ ಪ್ರೇಮಸಿಂಗ್, ಜಲ ಮತ್ತು ನೆಲ ನಿರ್ವಹಣೆ ಸಂಸ್ಥೆಯ ನಿರ್ದೇಶಕ ಗಿರೀಶ ಎಸ್.ಬಿರಾದಾರ ಮಾತನಾಡಿದರು.ಕೃಷಿ ಕೀಟ ನಿರ್ವಹಣೆ ವಿಭಾಗದ ಮುಖ್ಯಸ್ಥರಾದ ಎ.ಜಿ.ಶ್ರೀನಿವಾಸ ಭತ್ತ ಬೆಳೆಯುವ ಉಳಿತಾಯದ ಬಗ್ಗೆ ರೈತರಿಗೆ ಮಾಹಿತಿ ನೀಡಿದರು. [348, 2005, 619, 2171]
story4-column-1 [68, 2019, 339, 2314]
story3-col2-text: ಯಾತ್ರೆ’ ನಡೆಸಿದರು. ಇಲ್ಲಿನ ರಾಣಿ ಚನ್ನಮ್ಮನ ವೃತ್ತದಲ್ಲಿ ಮಾನವ ಸರಪಳಿ ನಿರ್ಮಿಸಿ ಸಂಚಾರ ತಡೆದರು. ನಂತರ ಜಿಲ್ಲಾಧಿಕಾರಿ ಕಚೇರಿಯವರೆಗೆ ಮೆರವಣಿಗೆ ನಡೆಸಿ, ಪೊಲೀಸರ ವಿರುದ್ಧ ಆಕ್ರೋಶ ವ್ಯಕ್ತಪಡಿಸಿದರು.'ತನಿಖೆ ಹೆಸರಿನಲ್ಲಿ ಹಿಂದೂಗಳಿಗೆ ತೊಂದರೆ ಕೊಡುವುದನ್ನು ನಿಲ್ಲಿಸಲು ಕ್ರಮ ವಹಿಸಬೇಕು’ ಎಂದು ಒತ್ತಾಯಿಸಿ ಜಿಲ್ಲಾಧಿಕಾರಿ ಮೂಲಕ ಸರ್ಕಾರಕ್ಕೆ ಮನವಿ ಸಲ್ಲಿಸಿದರು. 'ಯಾವುದೇ ಧರ್ಮಗ್ರಂಥ ಸುಟ್ಟಿದ್ದು ಖಂಡನೀಯ. ಪಾರದರ್ಶಕವಾಗಿ [447, 1694, 822, 1752]
story3-col1-text: ಬೆಳಗಾವಿ: ‘ತಾಲ್ಲೂಕಿನ ಸಂತಿ ಬಸ್ತವಾಡದಲ್ಲಿ ಇಸ್ಲಾಂ ಧರ್ಮಗ್ರಂಥ ಕುರಾನ್ ಮತ್ತು ಹದೀಸ್‌ಗಳನ್ನು ಸುಟ್ಟ ಪ್ರಕರಣದ ತನಿಖೆ ಹೆಸರಿನಲ್ಲಿ ಅಮಾಯಕ ಹಿಂದೂಗಳನ್ನು ಪೊಲೀಸರು ವಶಕ್ಕೆ ಪಡೆದು ತೊಂದರೆ ಕೊಡುತ್ತಿದ್ದಾರೆ’ ಎಂದು ಆರೋಪಿಸಿ, ವಿಶ್ವ ಹಿಂದೂ ಪರಿಷತ್‌ನ ನೇತೃತ್ವದಲ್ಲಿ ಗ್ರಾಮಸ್ಥರು ನಗರದಲ್ಲಿ ಬುಧವಾರ ‘ಹಿಂದೂ ಜನಾಕ್ರೋಶ [68, 1710, 435, 1752]
sidebar-story3-credit: (ನಮ್ಮ ಪ್ರತಿನಿಧಿಯಿಂದ) [1219, 1307, 1293, 1319]
masthead-rule [68, 71, 1483, 74]
registration-mark [1451, 2371, 1471, 2380]
story2-col2-text: ಮಾರಾಟ ಮಾಡಿದರು. ಗ್ರಾಹಕರು, ವರ್ತಕರು ನಿರಂತರ ಮಳೆಯಿಂದಾಗಿ ಪರದಾಡುವಂತಾಯಿತು. ನಗರದಲ್ಲಿ ಬೆಳಿಗ್ಗೆಯಿಂದಲೂ ಸಾಧಾರಣ ಮಳೆ ಸುರಿಯಿತು. ಮಧ್ಯಾಹ್ನ ಕೆಲವೆಡೆ ವಿದ್ಯುತ್ ಸಂಪರ್ಕ ಕಡಿತವಾಗಿತ್ತು.ಬುಧವಾರ ಬೆಳಿಗ್ಗೆ 8.30ಕ್ಕೆ ಕೊನೆಗೊಂಡಂತೆ ತಾಲ್ಲೂಕುವಾರು ಕಲಘಟಗಿ 6.2, ನವಲಗುಂದ 1.8, ಧಾರವಾಡ ಮತ್ತು ಹುಬ್ಬಳ್ಳಿ ಶಹರ 1.3 , ಅಳ್ನಾವರ 1 ಸೆಂ.ಮೀ ಮಳೆಯಾಗಿದೆ. ಮಳೆಯಿಂದಾಗಿ ನಗರದ ಕೆಲವೆಡೆ ಕಚ್ಚಾ ರಸ್ತೆಗಳು ಕೆಸರು ಗದ್ದೆಗಳಾಗಿ ಮಾರ್ಪಟ್ಟಿವೆ. ಕಚ್ಚಾ ರಸ್ತೆಗಳಲ್ಲಿ [348, 973, 619, 1063]
story1-col1-text: ಬೆಂಗಳೂರು : ರೈಲ್ವೆ ಅಪಘಾತ ಪ್ರಕರಣದಲ್ಲಿ ಮೃತ ವ್ಯಕ್ತಿಯ ಬಳಿಯಲ್ಲಿ ರೈಲ್ವೆ ಟಿಕೆಟ್ ದೊರಕಲಿಲ್ಲವೆಂಬ ಕಾರಣಕ್ಕೆ ಆತನ ಕುಟುಂಬ ಸದಸ್ಯರು ಪರಿಹಾರ ಪಡೆಯಲು ಅನರ್ಹರು ಎನ್ನಲಾಗದು ಎಂದು ಆದೇಶಿಸಿರುವ ಹೈಕೋರ್ಟ್, ಪರಿಹಾರ ನೀಡುವಂತೆ ರೈಲ್ವೆ ಇಲಾಖೆಗೆ ನಿರ್ದೇಶಿಸಿದೆ. ಹತ್ತು ವರ್ಷಗಳ ಹಿಂದೆ ಚಲಿಸುವ ರೈಲಿನಿಂದ ಆಕಸ್ಮಿಕವಾಗಿ ಬಿದ್ದು ಮೃತಪಟ್ಟಿದ್ದ ವಿಜಯಪುರದ ಅಮಿನಾಸಾಬ್ ಮುಲ್ಲಾ ಅವರ ಪತ್ನಿ ಹಾಗೂ ಮಕ್ಕಳಿಗೆ 8 ಲಕ್ಷ ರು. ಪರಿಹಾರ ನೀಡುವಂತೆ ರೈಲ್ವೆ ಇಲಾಖೆಗೆ ನಿರ್ದೇಶಿಸಿದೆ. ಪ್ರಕರಣದಲ್ಲಿ ತಮಗೆ ಪರಿಹಾರ ನಿರಾಕರಿಸಿದ ರೈಲ್ವೆ ಕ್ಲೇಮು ನ್ಯಾಯಾಧಿಕರಣದ ಆದೇಶ ಪ್ರಶ್ನಿಸಿ ಮೃತ ಅಮಿನಾಸಾಬ್ ಮುಲ್ಲಾ ಅವರ ಪತ್ನಿ ಮತ್ತು ಮಕ್ಕಳು ಸಲ್ಲಿಸಿದ್ದ ಮೇಲ್ಮನವಿ ಪುರಸ್ಕರಿಸಿದ ನ್ಯಾಯಮೂರ್ತಿ ಹಂಚಾಟೆ ಸಂಜೀವ್ ಕುಮಾರ್ ಅವರ ಪೀಠ ಈ ಆದೇಶ ಮಾಡಿದೆ. ಪ್ರಕರಣದ ದಾಖಲೆಗಳನ್ನು ಪರಿಶೀಲಿಸಿದರೆ, 2015ರ ಏಪ್ರಿಲ್‌ನಲ್ಲಿ ವಿಜಯಪುರ ಮತ್ತು ಮಿಂಚನಾಳ ರೈಲು ನಿಲ್ದಾಣಗಳ ಮಧ್ಯೆ ರೈಲು [68, 270, 435, 390]
newspaper-name: “ಸುದಿನ” [261, 9, 379, 49]
registration-mark [803, 2371, 822, 2380]
